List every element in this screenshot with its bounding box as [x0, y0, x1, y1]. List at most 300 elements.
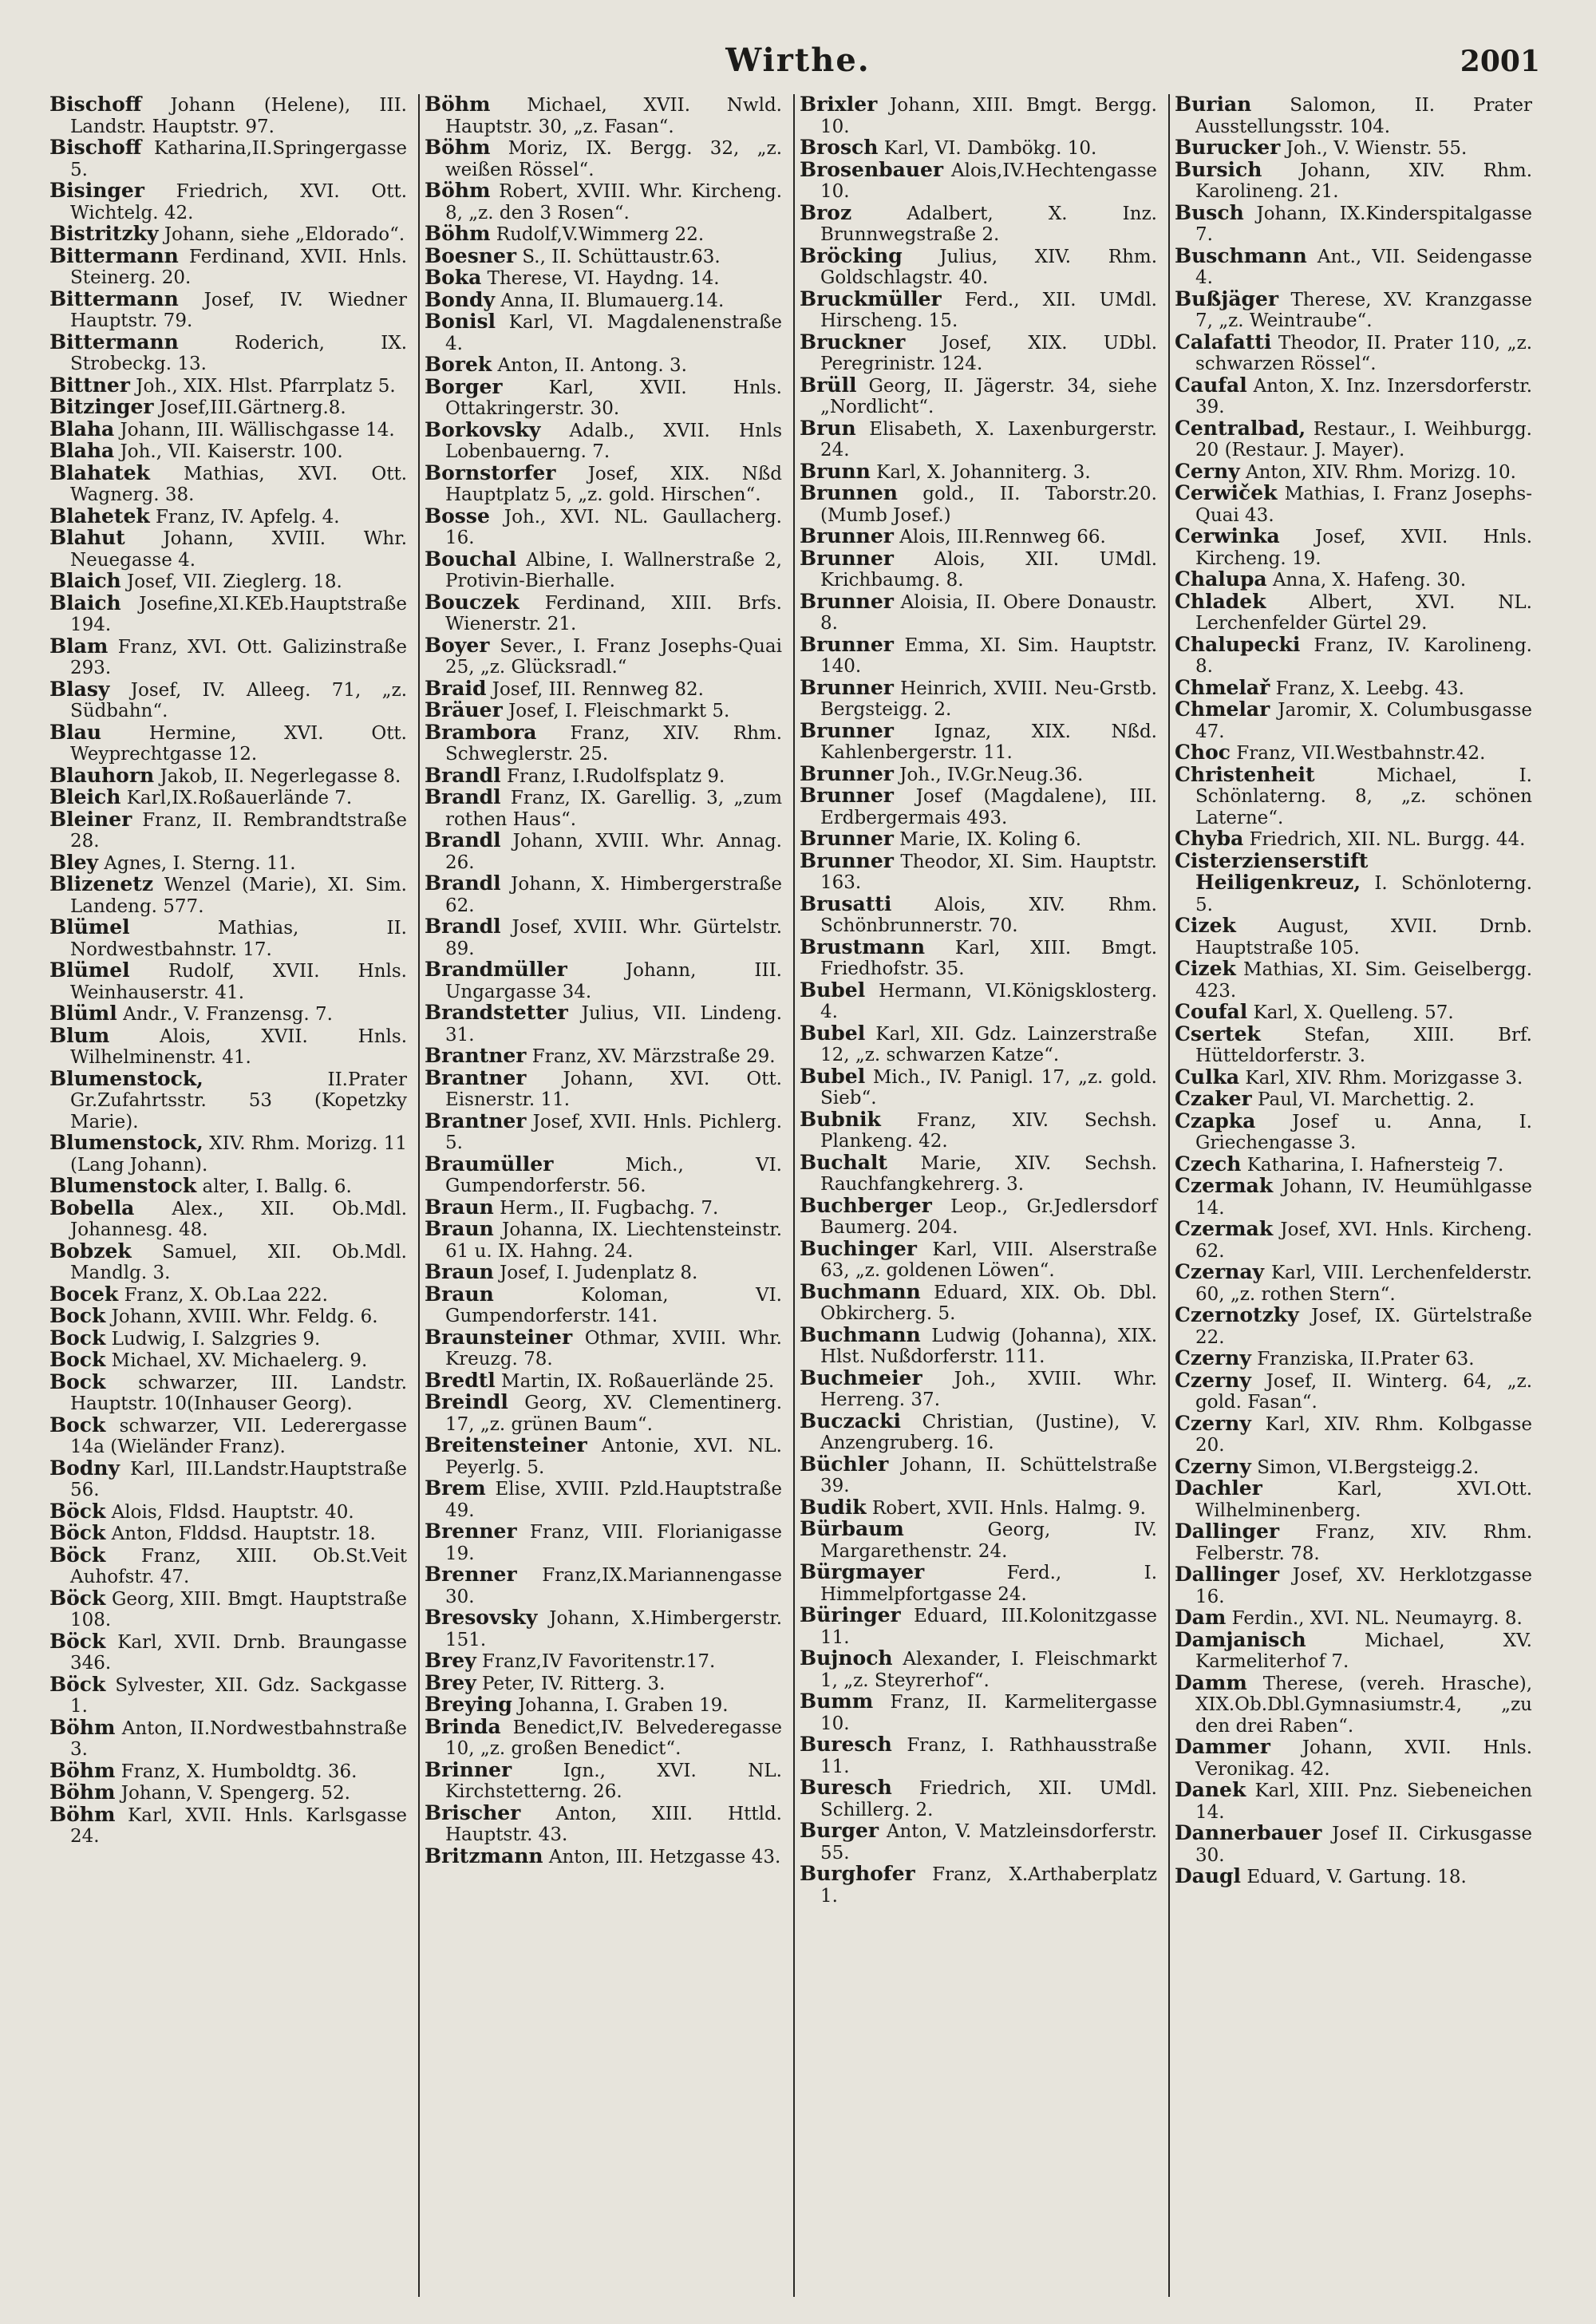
- entry-text: Johann, III. Ungargasse 34.: [445, 960, 782, 1002]
- entry-text: Eduard, XIX. Ob. Dbl. Obkircherg. 5.: [820, 1282, 1157, 1324]
- entry-name: Brunner: [800, 546, 894, 570]
- entry-text: Katharina,II.Springergasse 5.: [70, 138, 407, 180]
- directory-entry: [49, 1545, 407, 1588]
- entry-name: Bock: [49, 1348, 106, 1371]
- entry-text: Alex., XII. Ob.Mdl. Johannesg. 48.: [70, 1198, 407, 1240]
- entry-name: Bubnik: [800, 1107, 881, 1131]
- directory-entry: [425, 417, 782, 463]
- directory-entry: [425, 830, 782, 873]
- entry-name: Böck: [49, 1543, 106, 1567]
- entry-text: Robert, XVII. Hnls. Halmg. 9.: [871, 1497, 1146, 1519]
- entry-text: Agnes, I. Sterng. 11.: [104, 852, 296, 874]
- entry-text: Joh., XVI. NL. Gaullacherg. 16.: [445, 506, 782, 548]
- entry-name: Cisterzienserstift Heiligenkreuz,: [1175, 848, 1369, 894]
- directory-entry: [49, 1501, 407, 1524]
- entry-name: Bredtl: [425, 1368, 496, 1392]
- entry-text: Joh., XVIII. Whr. Herreng. 37.: [820, 1368, 1157, 1410]
- entry-text: Alois, XII. UMdl. Krichbaumg. 8.: [820, 548, 1158, 591]
- entry-name: Daugl: [1175, 1864, 1242, 1887]
- entry-name: Burucker: [1175, 136, 1281, 159]
- entry-name: Bleiner: [49, 807, 132, 831]
- entry-text: Ferd., I. Himmelpfortgasse 24.: [820, 1563, 1158, 1605]
- directory-entry: [49, 528, 407, 571]
- entry-text: Josef, XVI. Hnls. Kircheng. 62.: [1195, 1219, 1533, 1262]
- entry-name: Brunner: [800, 632, 894, 656]
- entry-name: Bouchal: [425, 547, 517, 571]
- entry-name: Böhm: [425, 136, 491, 159]
- directory-entry: [800, 785, 1157, 828]
- entry-name: Britzmann: [425, 1844, 543, 1868]
- directory-entry: [1175, 375, 1532, 418]
- directory-entry: [425, 722, 782, 765]
- entry-name: Buschmann: [1175, 243, 1307, 267]
- entry-text: Karl, XII. Gdz. Lainzerstraße 12, „z. schwarzen Katze“.: [820, 1023, 1157, 1065]
- directory-entry: [1175, 1823, 1532, 1866]
- entry-name: Böck: [49, 1521, 106, 1544]
- entry-text: Ferdinand, XIII. Brfs. Wienerstr. 21.: [445, 592, 782, 634]
- entry-text: Georg, IV. Margarethenstr. 24.: [820, 1520, 1157, 1562]
- entry-text: Karl, XVII. Hnls. Karlsgasse 24.: [70, 1804, 407, 1847]
- entry-name: Braumüller: [425, 1152, 554, 1176]
- directory-entry: [425, 1694, 782, 1717]
- entry-name: Buczacki: [800, 1409, 901, 1433]
- entry-text: Karl, III.Landstr.Hauptstraße 56.: [70, 1458, 407, 1500]
- entry-name: Bobella: [49, 1196, 135, 1219]
- directory-entry: [425, 354, 782, 377]
- entry-text: Franz, XIV. Rhm. Felberstr. 78.: [1195, 1522, 1532, 1564]
- directory-entry: [49, 1717, 407, 1761]
- entry-name: Brey: [425, 1649, 476, 1672]
- entry-text: Elise, XVIII. Pzld.Hauptstraße 49.: [445, 1479, 782, 1521]
- entry-text: Sylvester, XII. Gdz. Sackgasse 1.: [70, 1674, 407, 1717]
- entry-text: Georg, II. Jägerstr. 34, siehe „Nordlicht“.: [820, 375, 1157, 417]
- directory-entry: [49, 1328, 407, 1350]
- directory-entry: [49, 874, 407, 917]
- directory-entry: [425, 374, 782, 420]
- entry-name: Dammer: [1175, 1735, 1270, 1758]
- entry-name: Brunner: [800, 675, 894, 699]
- directory-entry: [49, 809, 407, 852]
- entry-name: Bittermann: [49, 287, 179, 310]
- entry-text: Mathias, XVI. Ott. Wagnerg. 38.: [70, 463, 408, 505]
- entry-text: Joh., XIX. Hlst. Pfarrplatz 5.: [136, 375, 396, 397]
- entry-name: Böhm: [425, 222, 491, 245]
- entry-text: Josef, I. Fleischmarkt 5.: [508, 701, 730, 721]
- entry-text: Karl, VI. Dambökg. 10.: [883, 138, 1097, 159]
- directory-entry: [800, 548, 1157, 591]
- entry-name: Blau: [49, 720, 102, 744]
- directory-entry: [425, 635, 782, 678]
- entry-name: Bouczek: [425, 590, 519, 614]
- directory-entry: [49, 397, 407, 419]
- entry-text: Simon, VI.Bergsteigg.2.: [1257, 1456, 1479, 1478]
- directory-entry: [800, 200, 1157, 246]
- directory-entry: [800, 1368, 1157, 1411]
- directory-entry: [800, 1864, 1157, 1907]
- entry-text: Friedrich, XII. UMdl. Schillerg. 2.: [820, 1778, 1157, 1820]
- directory-entry: [1175, 1866, 1532, 1888]
- directory-entry: [800, 980, 1157, 1023]
- directory-entry: [425, 287, 782, 312]
- directory-entry: [1175, 332, 1532, 375]
- directory-entry: [49, 223, 407, 246]
- directory-entry: [49, 722, 407, 765]
- entry-name: Bursich: [1175, 157, 1262, 181]
- directory-entry: [800, 1777, 1157, 1820]
- entry-text: Theodor, XI. Sim. Hauptstr. 163.: [820, 851, 1157, 893]
- entry-text: Koloman, VI. Gumpendorferstr. 141.: [445, 1284, 782, 1326]
- directory-entry: [425, 1154, 782, 1197]
- directory-entry: [425, 1521, 782, 1564]
- entry-text: Josef (Magdalene), III. Erdbergermais 493.: [820, 786, 1157, 828]
- entry-text: Georg, XIII. Bmgt. Hauptstraße 108.: [70, 1588, 408, 1630]
- entry-name: Cerwiček: [1175, 481, 1278, 504]
- entry-name: Bodny: [49, 1456, 120, 1480]
- entry-text: Ludwig, I. Salzgries 9.: [111, 1328, 321, 1350]
- entry-name: Braun: [425, 1260, 494, 1283]
- directory-entry: [1175, 1780, 1532, 1823]
- entry-text: Salomon, II. Prater Ausstellungsstr. 104.: [1195, 95, 1532, 137]
- directory-entry: [425, 959, 782, 1002]
- entry-name: Bräuer: [425, 698, 503, 721]
- directory-entry: [1175, 483, 1532, 526]
- entry-name: Brunner: [800, 524, 894, 547]
- directory-entry: [800, 1497, 1157, 1520]
- entry-name: Chalupa: [1175, 567, 1267, 591]
- column-1: [46, 94, 412, 2297]
- entry-text: Joh., V. Wienstr. 55.: [1286, 138, 1468, 159]
- directory-entry: [1175, 1262, 1532, 1305]
- directory-entry: [425, 1392, 782, 1435]
- entry-name: Brey: [425, 1670, 476, 1694]
- directory-entry: [49, 1458, 407, 1501]
- entry-name: Brosch: [800, 136, 879, 159]
- entry-text: Franz, X. Leebg. 43.: [1275, 678, 1464, 699]
- entry-text: Peter, IV. Ritterg. 3.: [482, 1673, 666, 1694]
- entry-name: Bocek: [49, 1282, 119, 1306]
- entry-text: Franz, IV. Karolineng. 8.: [1195, 634, 1532, 677]
- entry-name: Brunn: [800, 459, 871, 483]
- entry-text: Friedrich, XVI. Ott. Wichtelg. 42.: [70, 181, 408, 223]
- directory-entry: [1175, 1176, 1532, 1219]
- entry-name: Buchinger: [800, 1236, 917, 1260]
- entry-text: Josef, II. Winterg. 64, „z. gold. Fasan“.: [1195, 1370, 1533, 1413]
- entry-name: Bosse: [425, 504, 490, 528]
- entry-text: Karl, XVII. Hnls. Ottakringerstr. 30.: [445, 377, 782, 419]
- entry-name: Culka: [1175, 1065, 1240, 1089]
- directory-entry: [800, 289, 1157, 332]
- entry-text: Johann, XVIII. Whr. Feldg. 6.: [111, 1306, 378, 1327]
- entry-name: Czapka: [1175, 1109, 1256, 1132]
- directory-entry: [49, 94, 407, 137]
- entry-name: Brandl: [425, 785, 501, 808]
- directory-entry: [425, 1197, 782, 1219]
- entry-text: Albine, I. Wallnerstraße 2, Protivin-Bierhalle.: [445, 549, 782, 591]
- entry-name: Christenheit: [1175, 762, 1315, 786]
- directory-entry: [49, 243, 408, 289]
- directory-entry: [49, 1066, 407, 1133]
- entry-text: Ferd., XII. UMdl. Hirscheng. 15.: [820, 289, 1157, 331]
- directory-entry: [800, 375, 1157, 418]
- entry-name: Brandmüller: [425, 958, 567, 981]
- directory-entry: [49, 1350, 407, 1372]
- entry-text: Anton, Flddsd. Hauptstr. 18.: [111, 1524, 376, 1544]
- entry-name: Brem: [425, 1476, 486, 1500]
- entry-name: Blauhorn: [49, 763, 155, 787]
- entry-text: Benedict,IV. Belvederegasse 10, „z. großen Benedict“.: [445, 1717, 782, 1759]
- entry-name: Burger: [800, 1819, 879, 1842]
- entry-name: Braun: [425, 1282, 494, 1306]
- entry-text: Karl, VI. Magdalenenstraße 4.: [445, 312, 782, 354]
- directory-entry: [1175, 762, 1532, 829]
- directory-entry: [425, 267, 782, 290]
- entry-name: Chyba: [1175, 827, 1244, 850]
- entry-name: Böhm: [49, 1758, 116, 1782]
- directory-entry: [1175, 418, 1532, 461]
- entry-text: Johanna, IX. Liechtensteinstr. 61 u. IX. Hahng. 24.: [445, 1219, 783, 1262]
- directory-entry: [425, 180, 782, 223]
- entry-name: Bock: [49, 1413, 106, 1437]
- entry-text: Therese, VI. Haydng. 14.: [487, 268, 720, 289]
- entry-name: Brixler: [800, 94, 878, 116]
- entry-name: Damm: [1175, 1670, 1247, 1694]
- entry-text: Georg, XV. Clementinerg. 17, „z. grünen Baum“.: [445, 1393, 783, 1435]
- entry-name: Brustmann: [800, 935, 926, 958]
- directory-entry: [1175, 1111, 1532, 1154]
- entry-text: Johann, X. Himbergerstraße 62.: [445, 874, 783, 916]
- entry-name: Busch: [1175, 200, 1244, 224]
- entry-name: Buresch: [800, 1776, 892, 1799]
- entry-name: Chmelař: [1175, 675, 1270, 699]
- entry-name: Brenner: [425, 1563, 517, 1586]
- directory-entry: [425, 243, 782, 268]
- column-3: [796, 94, 1162, 2297]
- entry-text: Josef, XVII. Hnls. Pichlerg. 5.: [445, 1111, 783, 1153]
- directory-entry: [800, 1734, 1157, 1777]
- entry-text: Franz, XIV. Rhm. Schweglerstr. 25.: [445, 722, 782, 765]
- directory-entry: [800, 591, 1157, 634]
- directory-entry: [800, 718, 1157, 764]
- entry-name: Buresch: [800, 1733, 892, 1756]
- entry-name: Bistritzky: [49, 222, 159, 245]
- directory-entry: [49, 787, 407, 809]
- entry-name: Burian: [1175, 94, 1252, 116]
- directory-entry: [1175, 1024, 1532, 1067]
- directory-entry: [800, 1519, 1157, 1562]
- entry-text: Martin, IX. Roßauerlände 25.: [501, 1370, 775, 1392]
- directory-entry: [49, 960, 407, 1003]
- entry-text: Paul, VI. Marchettig. 2.: [1258, 1089, 1475, 1110]
- entry-name: Czermak: [1175, 1174, 1274, 1197]
- directory-entry: [425, 1262, 782, 1284]
- directory-entry: [49, 917, 407, 960]
- directory-entry: [1175, 1370, 1532, 1413]
- entry-text: Karl, XVI.Ott. Wilhelminenberg.: [1195, 1479, 1533, 1521]
- entry-text: Katharina, I. Hafnersteig 7.: [1246, 1154, 1504, 1176]
- directory-entry: [49, 1631, 407, 1674]
- entry-text: Alexander, I. Fleischmarkt 1, „z. Steyrerhof“.: [820, 1649, 1157, 1691]
- entry-text: Franz,IX.Mariannengasse 30.: [445, 1565, 782, 1607]
- entry-name: Buchmeier: [800, 1366, 922, 1389]
- entry-text: Joh., IV.Gr.Neug.36.: [899, 764, 1084, 785]
- entry-name: Braunsteiner: [425, 1325, 573, 1349]
- entry-text: Josef, XVIII. Whr. Gürtelstr. 89.: [445, 917, 782, 959]
- entry-text: Karl, VIII. Lerchenfelderstr. 60, „z. rothen Stern“.: [1195, 1263, 1532, 1305]
- directory-entry: [49, 1415, 407, 1458]
- entry-name: Bock: [49, 1304, 106, 1327]
- entry-text: Johann, XVI. Ott. Eisnerstr. 11.: [445, 1068, 782, 1110]
- page-number: 2001: [1460, 45, 1540, 78]
- directory-entry: [1175, 461, 1532, 484]
- column-2: [421, 94, 787, 2297]
- entry-text: Wenzel (Marie), XI. Sim. Landeng. 577.: [70, 875, 407, 917]
- entry-name: Braun: [425, 1195, 494, 1219]
- entry-text: schwarzer, VII. Lederergasse 14a (Wieländer Franz).: [70, 1415, 408, 1457]
- entry-name: Brunner: [800, 589, 894, 613]
- entry-text: Johanna, I. Graben 19.: [518, 1695, 729, 1716]
- directory-entry: [1175, 958, 1532, 1002]
- entry-name: Cerwinka: [1175, 524, 1280, 547]
- directory-entry: [800, 137, 1157, 160]
- directory-entry: [1175, 1670, 1533, 1737]
- entry-text: Mich., IV. Panigl. 17, „z. gold. Sieb“.: [820, 1066, 1157, 1109]
- entry-text: Alois, XIV. Rhm. Schönbrunnerstr. 70.: [820, 894, 1157, 936]
- entry-text: Julius, XIV. Rhm. Goldschlagstr. 40.: [820, 246, 1158, 288]
- entry-name: Blaich: [49, 569, 121, 592]
- entry-text: Ant., VII. Seidengasse 4.: [1195, 246, 1533, 288]
- directory-entry: [1175, 1305, 1532, 1348]
- entry-text: Alois, XVII. Hnls. Wilhelminenstr. 41.: [70, 1026, 408, 1068]
- directory-entry: [425, 1045, 782, 1068]
- entry-name: Budik: [800, 1495, 867, 1519]
- entry-text: Julius, VII. Lindeng. 31.: [445, 1003, 782, 1045]
- directory-entry: [1175, 1478, 1532, 1521]
- entry-text: Josef, IV. Alleeg. 71, „z. Südbahn“.: [70, 679, 408, 721]
- entry-text: Alois,IV.Hechtengasse 10.: [820, 160, 1157, 202]
- directory-entry: [1175, 569, 1532, 591]
- directory-entry: [49, 460, 408, 506]
- directory-entry: [1175, 742, 1532, 765]
- entry-name: Böck: [49, 1499, 106, 1523]
- directory-entry: [425, 1564, 782, 1607]
- entry-name: Bley: [49, 850, 99, 874]
- entry-text: Karl, XIII. Bmgt. Friedhofstr. 35.: [820, 937, 1158, 979]
- entry-text: Theodor, II. Prater 110, „z. schwarzen Rössel“.: [1195, 332, 1532, 374]
- entry-text: Josef u. Anna, I. Griechengasse 3.: [1195, 1111, 1532, 1153]
- directory-entry: [425, 916, 782, 959]
- entry-name: Bürbaum: [800, 1517, 904, 1540]
- directory-entry: [49, 137, 407, 180]
- entry-text: Josef, I. Judenplatz 8.: [500, 1263, 698, 1283]
- entry-name: Blaha: [49, 439, 115, 462]
- entry-name: Büchler: [800, 1452, 889, 1476]
- columns-container: [46, 94, 1547, 2297]
- column-rule: [418, 94, 420, 2297]
- entry-text: Anton, XIII. Httld. Hauptstr. 43.: [445, 1803, 782, 1845]
- entry-name: Borkovsky: [425, 417, 541, 441]
- entry-name: Czerny: [1175, 1368, 1251, 1392]
- entry-text: Josef II. Cirkusgasse 30.: [1195, 1824, 1532, 1866]
- entry-name: Böhm: [425, 179, 491, 202]
- directory-entry: [800, 1605, 1157, 1648]
- entry-text: Marie, IX. Koling 6.: [899, 829, 1082, 850]
- directory-entry: [1175, 699, 1532, 742]
- entry-name: Bitzinger: [49, 395, 154, 418]
- entry-name: Cizek: [1175, 957, 1236, 980]
- directory-entry: [800, 828, 1157, 851]
- entry-name: Böck: [49, 1586, 106, 1610]
- entry-name: Brantner: [425, 1065, 527, 1089]
- entry-name: Calafatti: [1175, 330, 1272, 354]
- entry-name: Czermak: [1175, 1217, 1274, 1240]
- entry-name: Blümel: [49, 958, 130, 982]
- entry-name: Brischer: [425, 1800, 521, 1824]
- directory-entry: [1175, 137, 1532, 160]
- directory-entry: [1175, 828, 1532, 851]
- entry-text: Franz, XV. Märzstraße 29.: [531, 1046, 776, 1067]
- entry-name: Brinner: [425, 1757, 512, 1781]
- entry-name: Damjanisch: [1175, 1627, 1306, 1651]
- entry-name: Bock: [49, 1370, 106, 1393]
- entry-text: XIV. Rhm. Morizg. 11 (Lang Johann).: [70, 1133, 408, 1176]
- entry-name: Brunner: [800, 718, 894, 742]
- directory-entry: [425, 1370, 782, 1393]
- directory-entry: [49, 1588, 407, 1631]
- entry-text: Franz, X.Arthaberplatz 1.: [820, 1864, 1157, 1907]
- entry-text: Therese, (vereh. Hrasche), XIX.Ob.Dbl.Gymnasiumstr.4, „zu den drei Raben“.: [1195, 1673, 1533, 1737]
- entry-name: Blahetek: [49, 504, 150, 528]
- entry-text: schwarzer, III. Landstr. Hauptstr. 10(Inhauser Georg).: [70, 1372, 408, 1414]
- entry-text: Anton, V. Matzleinsdorferstr. 55.: [820, 1821, 1157, 1864]
- entry-text: Franz, XVI. Ott. Galizinstraße 293.: [70, 636, 408, 678]
- entry-text: Karl, X. Quelleng. 57.: [1253, 1002, 1454, 1023]
- entry-name: Buchmann: [800, 1322, 921, 1346]
- entry-text: Josef, IV. Wiedner Hauptstr. 79.: [70, 289, 407, 331]
- entry-text: Joh., VII. Kaiserstr. 100.: [120, 441, 343, 462]
- entry-text: Anton, XIV. Rhm. Morizg. 10.: [1246, 461, 1516, 483]
- directory-entry: [425, 1670, 782, 1695]
- entry-text: Franz, XIII. Ob.St.Veit Auhofstr. 47.: [70, 1545, 407, 1587]
- entry-name: Bittermann: [49, 243, 179, 267]
- directory-entry: [425, 1327, 782, 1370]
- entry-text: Emma, XI. Sim. Hauptstr. 140.: [820, 634, 1158, 677]
- entry-text: Robert, XVIII. Whr. Kircheng. 8, „z. den 3 Rosen“.: [445, 181, 783, 223]
- entry-name: Bujnoch: [800, 1646, 893, 1670]
- directory-entry: [49, 765, 407, 788]
- entry-name: Bischoff: [49, 94, 142, 116]
- entry-name: Brunner: [800, 848, 894, 872]
- directory-entry: [1175, 634, 1532, 678]
- entry-text: Josefine,XI.KEb.Hauptstraße 194.: [70, 593, 407, 635]
- directory-entry: [49, 1176, 407, 1198]
- entry-text: Karl, X. Johanniterg. 3.: [876, 461, 1091, 483]
- entry-name: Dannerbauer: [1175, 1821, 1322, 1844]
- entry-text: Alois, Fldsd. Hauptstr. 40.: [111, 1501, 354, 1523]
- entry-text: Josef, III. Rennweg 82.: [492, 678, 704, 700]
- directory-entry: [49, 1674, 407, 1717]
- directory-entry: [1175, 289, 1532, 332]
- entry-text: Franz, I.Rudolfsplatz 9.: [506, 765, 725, 787]
- directory-entry: [49, 1758, 407, 1783]
- entry-text: Eduard, III.Kolonitzgasse 11.: [820, 1606, 1157, 1648]
- directory-entry: [425, 1800, 782, 1846]
- entry-text: Ferdin., XVI. NL. Neumayrg. 8.: [1231, 1608, 1523, 1629]
- directory-entry: [800, 1066, 1157, 1109]
- entry-name: Brunner: [800, 761, 894, 785]
- entry-text: Adalbert, X. Inz. Brunnwegstraße 2.: [820, 203, 1157, 245]
- entry-name: Bleich: [49, 785, 121, 808]
- entry-name: Blum: [49, 1023, 110, 1047]
